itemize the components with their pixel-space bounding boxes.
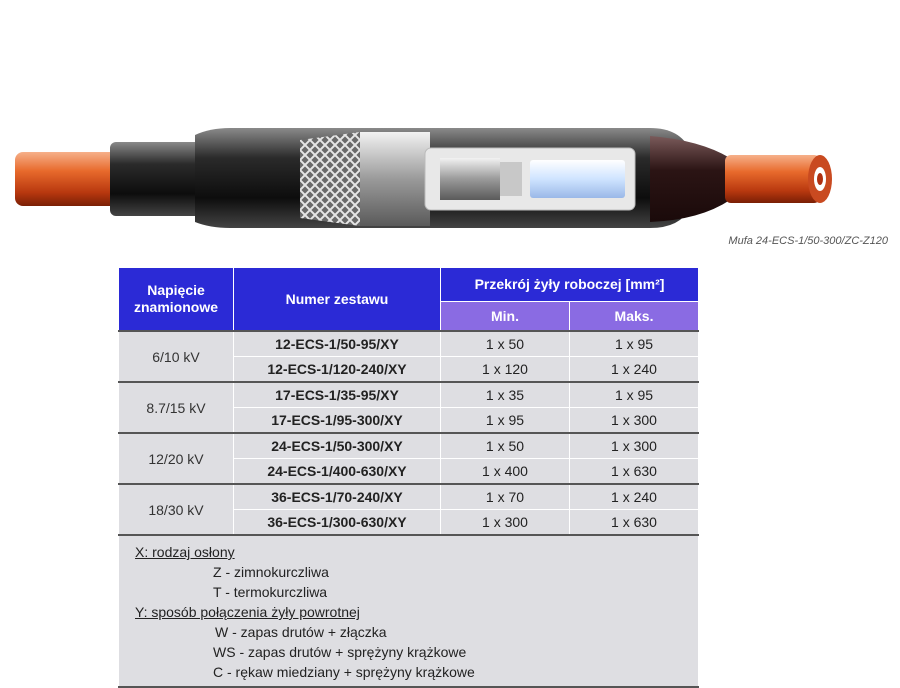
min-cell: 1 x 50 bbox=[441, 433, 570, 459]
voltage-cell: 8.7/15 kV bbox=[119, 382, 234, 433]
note-x-item: T - termokurczliwa bbox=[213, 584, 328, 600]
max-cell: 1 x 240 bbox=[570, 484, 699, 510]
kit-cell: 12-ECS-1/120-240/XY bbox=[234, 357, 441, 383]
note-y-item: W - zapas drutów + złączka bbox=[215, 624, 387, 640]
cable-joint-image bbox=[0, 100, 900, 250]
min-cell: 1 x 50 bbox=[441, 331, 570, 357]
header-kit-number: Numer zestawu bbox=[234, 268, 441, 332]
note-x-heading: X: rodzaj osłony bbox=[135, 544, 235, 560]
header-cross-section: Przekrój żyły roboczej [mm²] bbox=[441, 268, 699, 302]
note-y-item: WS - zapas drutów + sprężyny krążkowe bbox=[213, 644, 467, 660]
kit-cell: 12-ECS-1/50-95/XY bbox=[234, 331, 441, 357]
kit-cell: 36-ECS-1/70-240/XY bbox=[234, 484, 441, 510]
note-y-heading: Y: sposób połączenia żyły powrotnej bbox=[135, 604, 360, 620]
min-cell: 1 x 35 bbox=[441, 382, 570, 408]
min-cell: 1 x 400 bbox=[441, 459, 570, 485]
min-cell: 1 x 300 bbox=[441, 510, 570, 536]
voltage-cell: 6/10 kV bbox=[119, 331, 234, 382]
header-max: Maks. bbox=[570, 302, 699, 332]
kit-cell: 24-ECS-1/400-630/XY bbox=[234, 459, 441, 485]
min-cell: 1 x 70 bbox=[441, 484, 570, 510]
table-row bbox=[119, 382, 699, 408]
kit-cell: 24-ECS-1/50-300/XY bbox=[234, 433, 441, 459]
header-voltage: Napięcie znamionowe bbox=[119, 268, 234, 332]
table-row bbox=[119, 433, 699, 459]
note-x-item: Z - zimnokurczliwa bbox=[213, 564, 329, 580]
kit-cell: 17-ECS-1/95-300/XY bbox=[234, 408, 441, 434]
voltage-cell: 12/20 kV bbox=[119, 433, 234, 484]
max-cell: 1 x 95 bbox=[570, 331, 699, 357]
spec-table bbox=[118, 267, 699, 688]
notes-row bbox=[119, 535, 699, 687]
header-min: Min. bbox=[441, 302, 570, 332]
max-cell: 1 x 95 bbox=[570, 382, 699, 408]
max-cell: 1 x 630 bbox=[570, 510, 699, 536]
image-caption: Mufa 24-ECS-1/50-300/ZC-Z120 bbox=[728, 235, 888, 247]
kit-cell: 36-ECS-1/300-630/XY bbox=[234, 510, 441, 536]
max-cell: 1 x 300 bbox=[570, 408, 699, 434]
kit-cell: 17-ECS-1/35-95/XY bbox=[234, 382, 441, 408]
max-cell: 1 x 630 bbox=[570, 459, 699, 485]
max-cell: 1 x 240 bbox=[570, 357, 699, 383]
min-cell: 1 x 95 bbox=[441, 408, 570, 434]
min-cell: 1 x 120 bbox=[441, 357, 570, 383]
note-y-item: C - rękaw miedziany + sprężyny krążkowe bbox=[213, 664, 475, 680]
table-row bbox=[119, 484, 699, 510]
table-row bbox=[119, 331, 699, 357]
legend-notes bbox=[119, 535, 699, 687]
voltage-cell: 18/30 kV bbox=[119, 484, 234, 535]
max-cell: 1 x 300 bbox=[570, 433, 699, 459]
